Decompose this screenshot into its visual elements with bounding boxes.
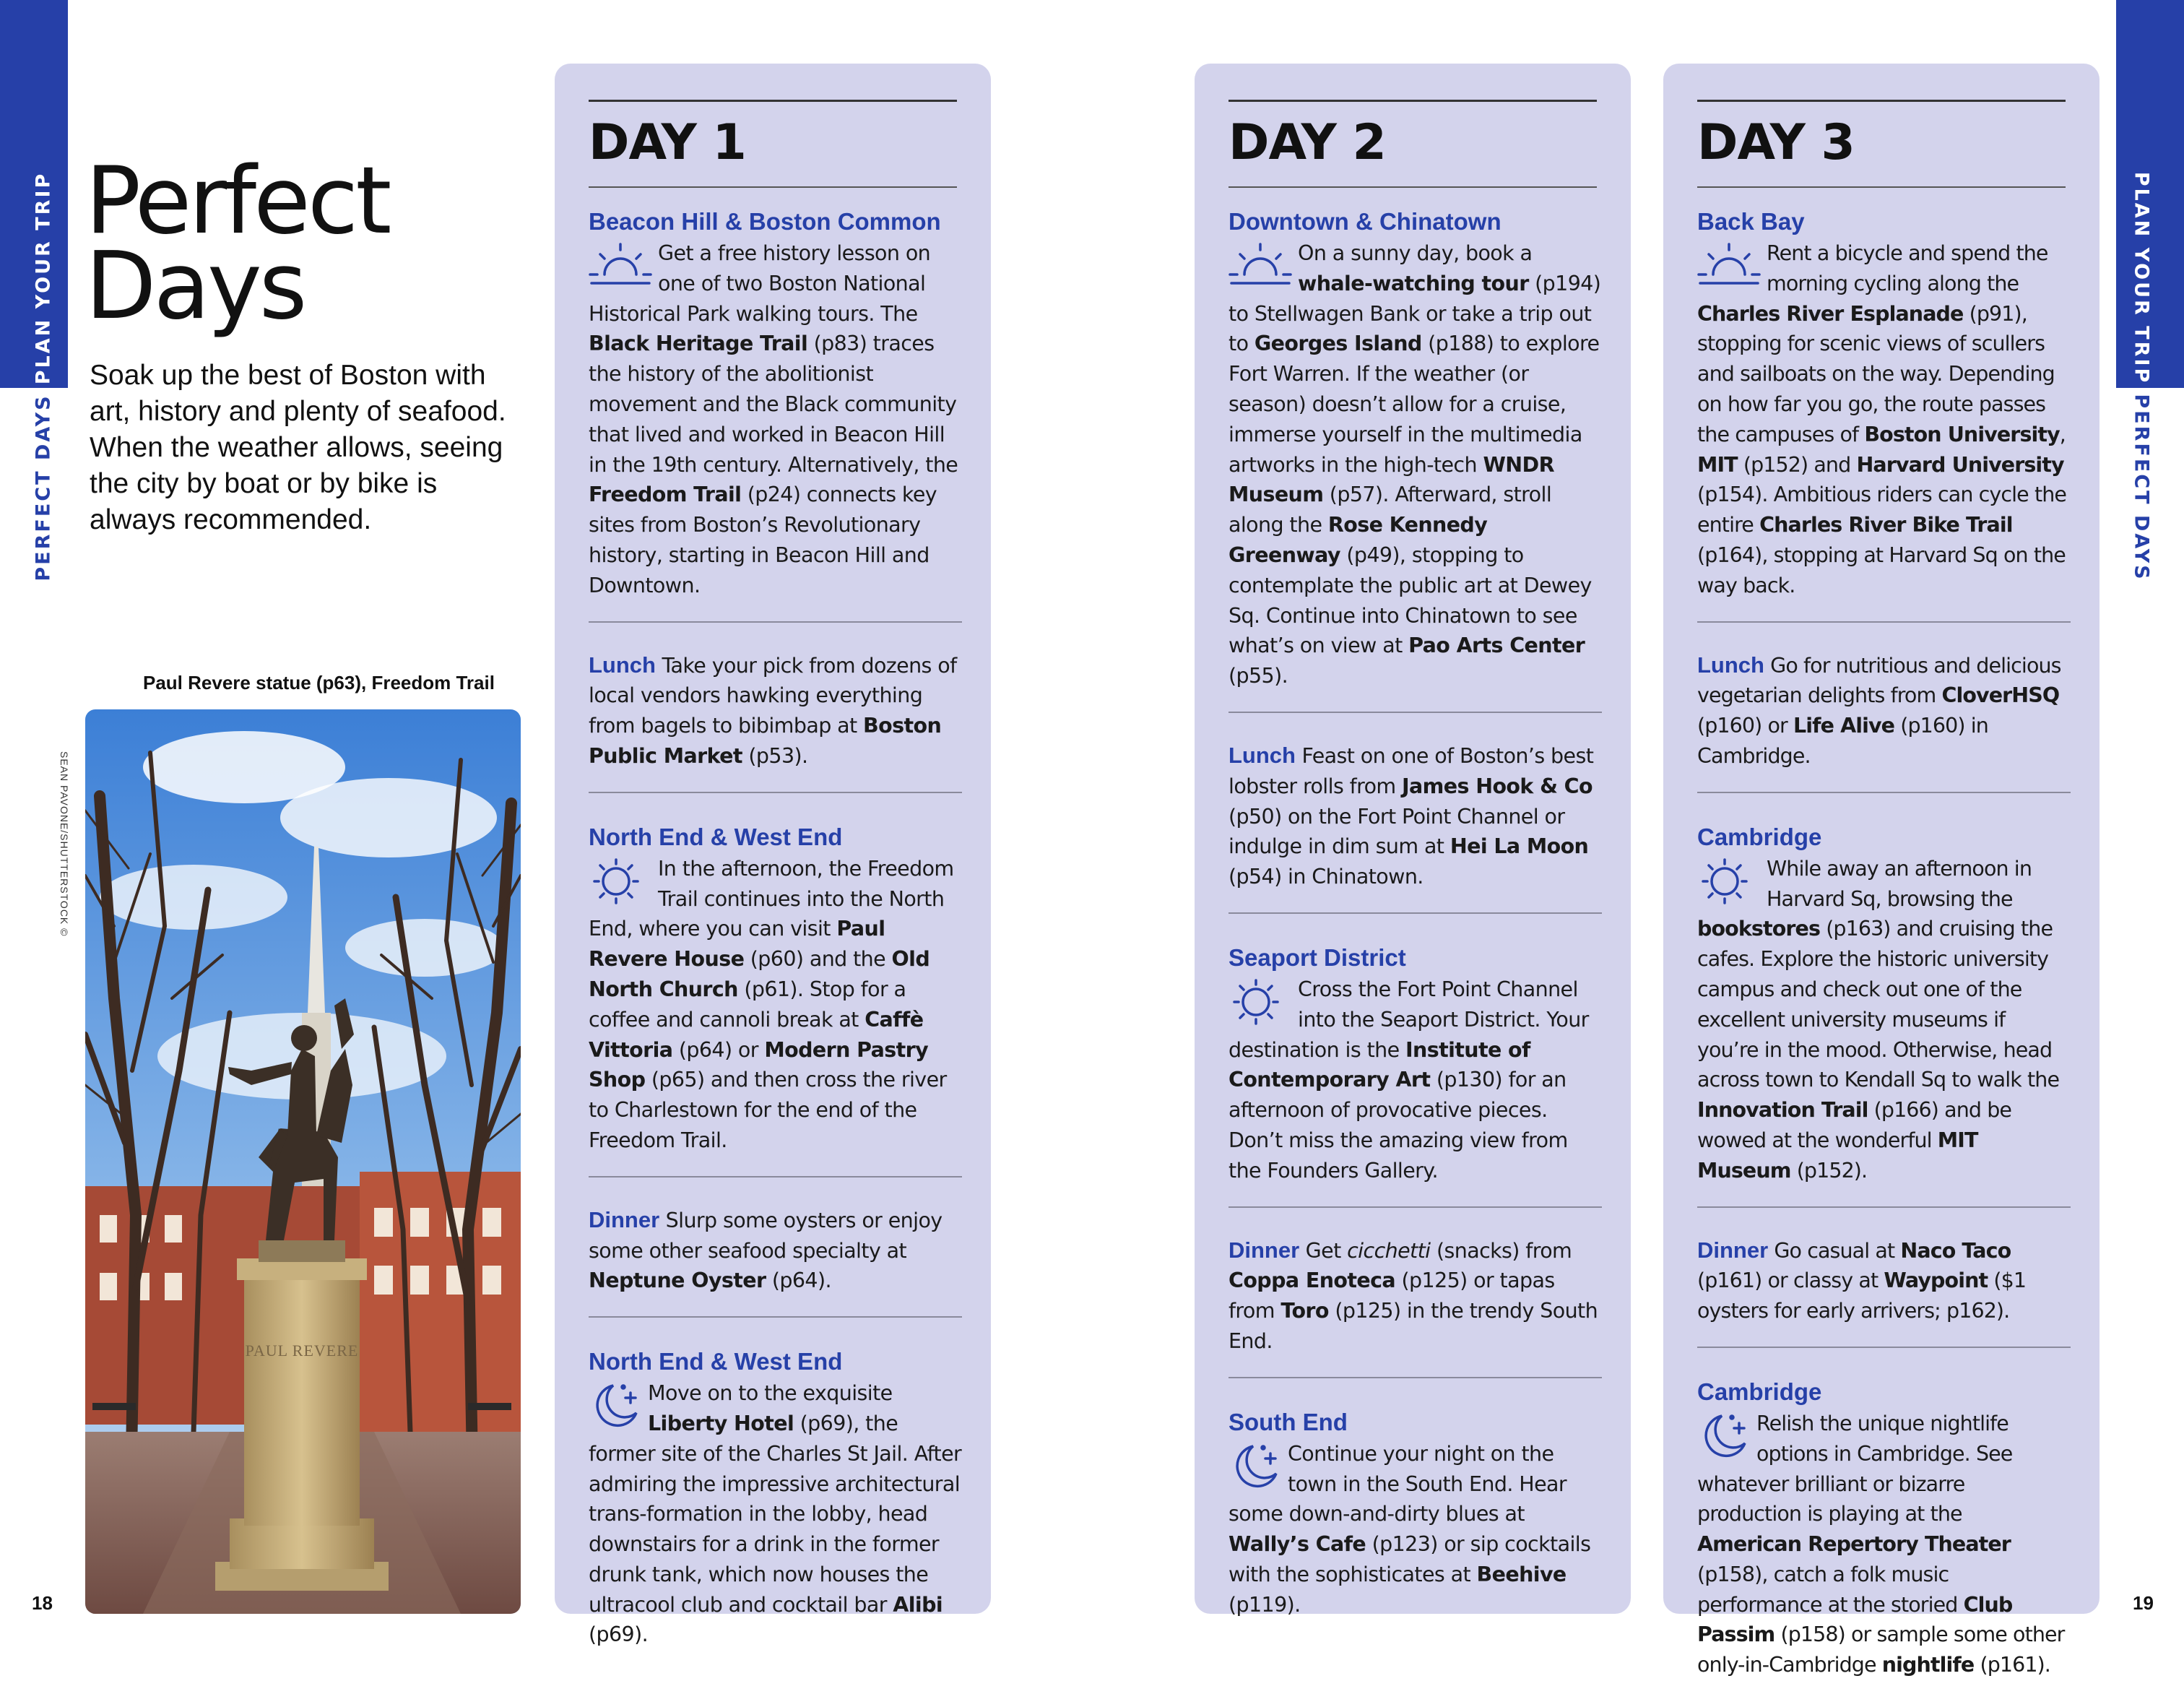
day-1-panel: [555, 64, 991, 1647]
top-rule: [1697, 100, 2066, 102]
dinner-label: Dinner: [1697, 1237, 1769, 1263]
moon-icon: [1697, 1412, 1751, 1459]
page-number-right: 19: [2133, 1592, 2154, 1614]
moon-icon: [1228, 1442, 1282, 1490]
section-title: Back Bay: [1697, 208, 1805, 235]
tab-label-perfect-days-left: PERFECT DAYS: [32, 394, 55, 582]
tab-label-perfect-days-right: PERFECT DAYS: [2130, 394, 2153, 582]
day-2-dinner: Dinner Get cicchetti (snacks) from Coppa Enoteca (p125) or tapas from Toro (p125) in the trendy South End.: [1228, 1235, 1602, 1378]
page-title: [85, 147, 490, 340]
lunch-label: Lunch: [1228, 742, 1296, 768]
moon-icon: [589, 1381, 642, 1429]
day-3-evening: Cambridge Relish the unique nightlife options in Cambridge. See whatever brilliant or bizarre production is playing at the American Repertory Theater (p158), catch a folk music performance at the storied Club Passim (p158) or sample some other only-in-Cambridge nightlife (p161).: [1697, 1375, 2071, 1681]
day-3-morning: Back Bay Rent a bicycle and spend the morning cycling along the Charles River Esplanade (p91), stopping for scenic views of scullers and sailboats on the way. Depending on how far you go, the route passes the campuses of Boston University, MIT (p152) and Harvard University (p154). Ambitious riders can cycle the entire Charles River Bike Trail (p164), stopping at Harvard Sq on the way back.: [1697, 205, 2071, 623]
day-1-content: [589, 205, 962, 1681]
day-1-lunch: Lunch Take your pick from dozens of local vendors hawking everything from bagels to bibimbap at Boston Public Market (p53).: [589, 650, 962, 793]
day-2-panel: [1195, 64, 1631, 1617]
page-title-line-1: Perfect: [85, 147, 389, 255]
day-3-dinner: Dinner Go casual at Naco Taco (p161) or classy at Waypoint ($1 oysters for early arrivers; p162).: [1697, 1235, 2071, 1348]
section-title: Cambridge: [1697, 823, 1822, 850]
day-1-morning: Beacon Hill & Boston Common Get a free history lesson on one of two Boston National Historical Park walking tours. The Black Heritage Trail (p83) traces the history of the abolitionist movement and the Black community that lived and worked in Beacon Hill in the 19th century. Alternatively, the Freedom Trail (p24) connects key sites from Boston’s Revolutionary history, starting in Beacon Hill and Downtown.: [589, 205, 962, 623]
section-title: North End & West End: [589, 823, 843, 850]
intro-text: Soak up the best of Boston with art, history and plenty of seafood. When the weather allows, seeing the city by boat or by bike is always recommended.: [90, 360, 506, 535]
tab-label-plan-your-trip-left: PLAN YOUR TRIP: [32, 171, 55, 385]
photo-credit: SEAN PAVONE/SHUTTERSTOCK ©: [58, 751, 70, 937]
statue-plaque: PAUL REVERE: [245, 1341, 359, 1360]
sun-icon: [589, 241, 652, 289]
sun-icon: [1697, 857, 1761, 904]
statue-illustration: [85, 709, 521, 1614]
day-2-title: DAY 2: [1228, 114, 1386, 171]
section-title: South End: [1228, 1408, 1348, 1435]
photo-caption: Paul Revere statue (p63), Freedom Trail: [143, 672, 495, 693]
day-3-lunch: Lunch Go for nutritious and delicious vegetarian delights from CloverHSQ (p160) or Life Alive (p160) in Cambridge.: [1697, 650, 2071, 793]
page-number-left: 18: [32, 1592, 53, 1614]
section-title: Seaport District: [1228, 943, 1406, 971]
day-2-lunch: Lunch Feast on one of Boston’s best lobster rolls from James Hook & Co (p50) on the Fort Point Channel or indulge in dim sum at Hei La Moon (p54) in Chinatown.: [1228, 740, 1602, 914]
lunch-label: Lunch: [1697, 652, 1764, 678]
day-2-content: [1228, 205, 1602, 1667]
section-title: Beacon Hill & Boston Common: [589, 208, 941, 235]
sun-icon: [1697, 241, 1761, 289]
top-rule: [589, 100, 957, 102]
title-rule: [1697, 186, 2066, 188]
title-rule: [589, 186, 957, 188]
day-1-title: DAY 1: [589, 114, 746, 171]
day-1-dinner: Dinner Slurp some oysters or enjoy some other seafood specialty at Neptune Oyster (p64).: [589, 1205, 962, 1318]
title-rule: [1228, 186, 1597, 188]
top-rule: [1228, 100, 1597, 102]
day-1-afternoon: North End & West End In the afternoon, the Freedom Trail continues into the North End, where you can visit Paul Revere House (p60) and the Old North Church (p61). Stop for a coffee and cannoli break at Caffè Vittoria (p64) or Modern Pastry Shop (p65) and then cross the river to Charlestown for the end of the Freedom Trail.: [589, 821, 962, 1177]
day-3-content: [1697, 205, 2071, 1681]
day-2-morning: Downtown & Chinatown On a sunny day, book a whale-watching tour (p194) to Stellwagen Bank or take a trip out to Georges Island (p188) to explore Fort Warren. If the weather (or season) doesn’t allow for a cruise, immerse yourself in the multimedia artworks in the high-tech WNDR Museum (p57). Afterward, stroll along the Rose Kennedy Greenway (p49), stopping to contemplate the public art at Dewey Sq. Continue into Chinatown to see what’s on view at Pao Arts Center (p55).: [1228, 205, 1602, 713]
day-3-title: DAY 3: [1697, 114, 1855, 171]
lunch-label: Lunch: [589, 652, 656, 678]
section-title: North End & West End: [589, 1348, 843, 1375]
dinner-label: Dinner: [1228, 1237, 1300, 1263]
paul-revere-statue-photo: [85, 709, 521, 1614]
day-3-panel: [1663, 64, 2100, 1677]
section-title: Cambridge: [1697, 1378, 1822, 1405]
section-title: Downtown & Chinatown: [1228, 208, 1502, 235]
dinner-label: Dinner: [589, 1206, 660, 1232]
page-title-line-2: Days: [85, 233, 305, 340]
day-3-afternoon: Cambridge While away an afternoon in Harvard Sq, browsing the bookstores (p163) and cruising the cafes. Explore the historic university campus and check out one of the excellent university museums if you’re in the mood. Otherwise, head across town to Kendall Sq to walk the Innovation Trail (p166) and be wowed at the wonderful MIT Museum (p152).: [1697, 821, 2071, 1208]
tab-label-plan-your-trip-right: PLAN YOUR TRIP: [2130, 171, 2153, 385]
day-2-afternoon: Seaport District Cross the Fort Point Channel into the Seaport District. Your destination is the Institute of Contemporary Art (p130) for an afternoon of provocative pieces. Don’t miss the amazing view from the Founders Gallery.: [1228, 941, 1602, 1208]
sun-icon: [1228, 241, 1292, 289]
day-2-evening: South End Continue your night on the town in the South End. Hear some down-and-dirty blues at Wally’s Cafe (p123) or sip cocktails with the sophisticates at Beehive (p119).: [1228, 1406, 1602, 1641]
day-1-evening: North End & West End Move on to the exquisite Liberty Hotel (p69), the former site of the Charles St Jail. After admiring the impressive architectural trans-formation in the lobby, head downstairs for a drink in the former drunk tank, which now houses the ultracool club and cocktail bar Alibi (p69).: [589, 1345, 962, 1670]
sun-icon: [589, 857, 652, 904]
sun-icon: [1228, 977, 1292, 1025]
